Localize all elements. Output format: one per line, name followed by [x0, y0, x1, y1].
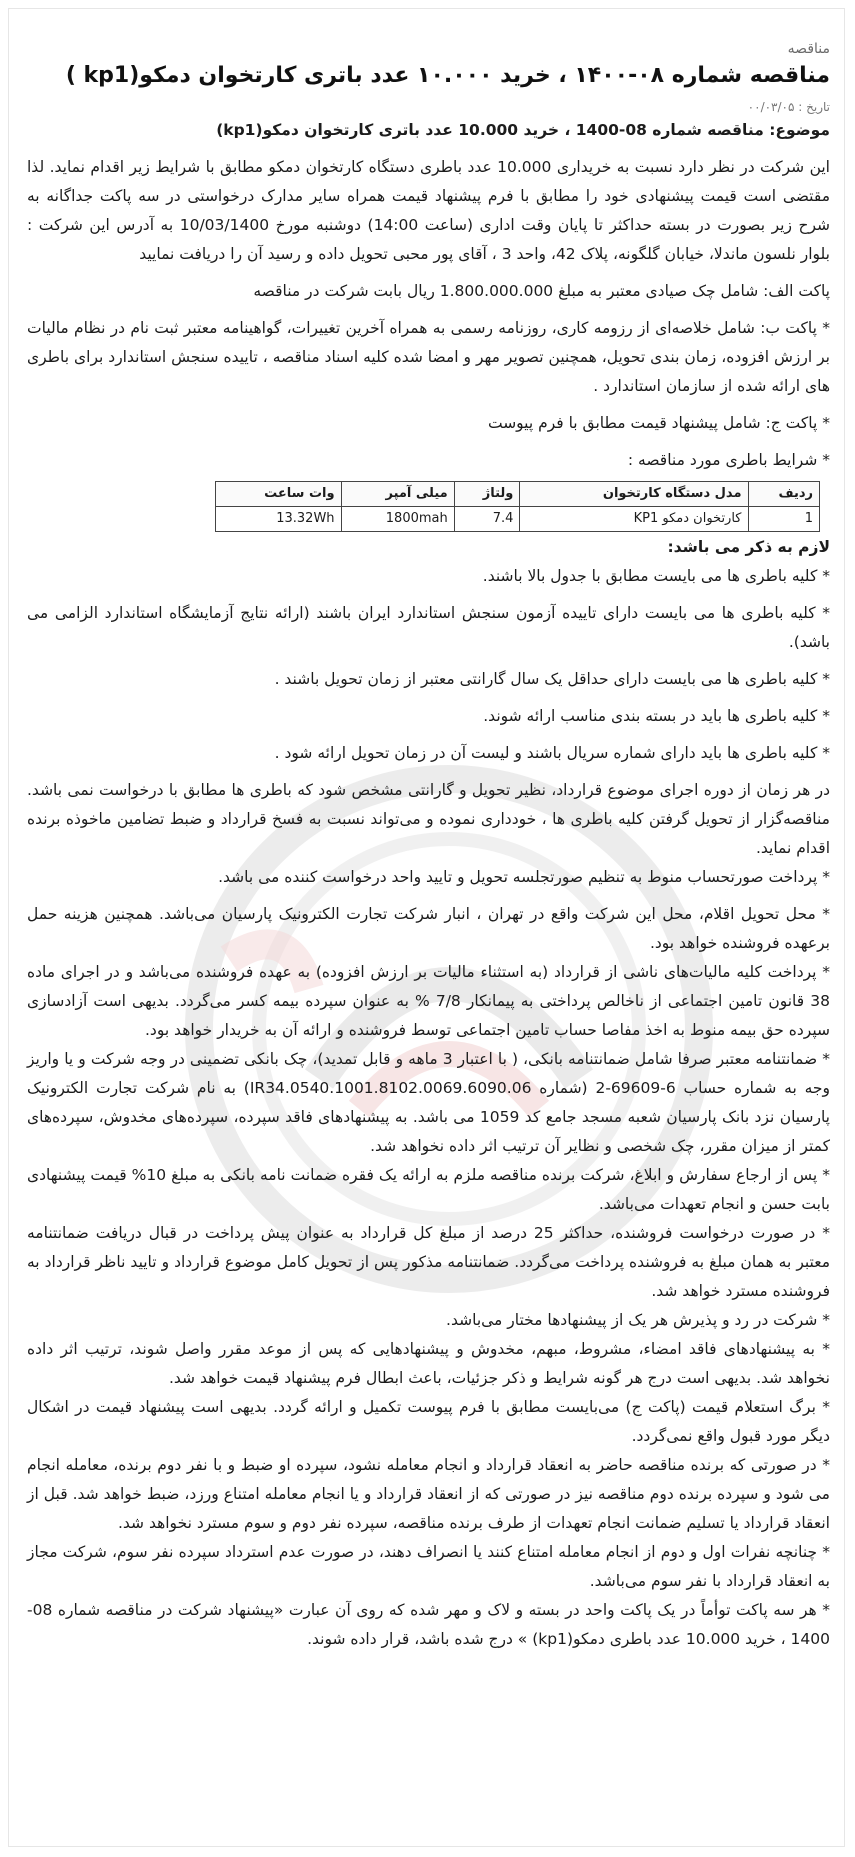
clause-item: در هر زمان از دوره اجرای موضوع قرارداد، نظیر تحویل و گارانتی مشخص شود که باطری ها مطابق با درخواست نمی باشد. مناقصه‌گزار از تحویل گرفتن کلیه باطری ها ، خودداری نموده و می‌تواند نسبت به فسخ قرارداد و ضبط تضامین ماخوذه برنده اقدام نماید. — [27, 780, 830, 857]
clause-item: * به پیشنهادهای فاقد امضاء، مشروط، مبهم، مخدوش و پیشنهادهایی که پس از موعد مقرر واصل شوند، ترتیب اثر داده نخواهد شد. بدیهی است درج هر گونه شرایط و ذکر جزئیات، باعث ابطال فرم پیشنهاد قیمت خواهد شد. — [27, 1339, 830, 1387]
page-title: مناقصه شماره ۰۸-۱۴۰۰ ، خرید ۱۰.۰۰۰ عدد باتری کارتخوان دمکو(kp1 ) — [65, 63, 830, 88]
table-cell: 1800mah — [341, 506, 454, 531]
page-frame — [8, 8, 845, 1847]
battery-spec-table — [215, 481, 820, 532]
table-cell: کارتخوان دمکو KP1 — [520, 506, 748, 531]
table-header-cell: میلی آمپر — [341, 481, 454, 506]
intro-paragraph: این شرکت در نظر دارد نسبت به خریداری 10.000 عدد باطری دستگاه کارتخوان دمکو مطابق با شرایط زیر اقدام نماید. لذا مقتضی است قیمت پیشنهادی خود را مطابق با فرم پیشنهاد قیمت همراه سایر مدارک درخواستی در سه پاکت جداگانه به شرح زیر بصورت در بسته حداکثر تا پایان وقت اداری (ساعت 14:00) دوشنبه مورخ 10/03/1400 به آدرس این شرکت : بلوار نلسون ماندلا، خیابان گلگونه، پلاک 42، واحد 3 ، آقای پور محبی تحویل داده و رسید آن را دریافت نمایید — [27, 157, 831, 263]
category-label[interactable]: مناقصه — [787, 41, 830, 57]
note-item: * کلیه باطری ها می بایست دارای تاییده آزمون سنجش استاندارد ایران باشند (ارائه نتایج آزمایشگاه استاندارد الزامی می باشد). — [27, 603, 830, 651]
battery-conditions-label: * شرایط باطری مورد مناقصه : — [627, 450, 830, 469]
note-item: * کلیه باطری ها می بایست دارای حداقل یک سال گارانتی معتبر از زمان تحویل باشند . — [274, 669, 830, 688]
table-row — [216, 506, 820, 531]
clause-item: * محل تحویل اقلام، محل این شرکت واقع در تهران ، انبار شرکت تجارت الکترونیک پارسیان می‌باشد. همچنین هزینه حمل برعهده فروشنده خواهد بود. — [27, 904, 830, 952]
note-item: * کلیه باطری ها باید دارای شماره سریال باشند و لیست آن در زمان تحویل ارائه شود . — [274, 743, 830, 762]
table-cell: 13.32Wh — [216, 506, 342, 531]
clause-item: * در صورتی که برنده مناقصه حاضر به انعقاد قرارداد و انجام معامله نشود، سپرده او ضبط و با نفر دوم برنده، معامله انجام می شود و سپرده برنده دوم مناقصه نیز در صورتی که از انعقاد قرارداد و یا انجام معامله امتناع ورزد، ضبط خواهد شد. قبل از انعقاد قرارداد یا تسلیم ضمانت انجام تعهدات از طرف برنده مناقصه، سپرده نفر دوم و سوم مسترد نخواهد شد. — [27, 1455, 830, 1532]
clause-item: * شرکت در رد و پذیرش هر یک از پیشنهادها مختار می‌باشد. — [446, 1310, 830, 1329]
clause-item: * در صورت درخواست فروشنده، حداکثر 25 درصد از مبلغ کل قرارداد به عنوان پیش پرداخت در قبال دریافت ضمانتنامه معتبر به همان مبلغ به فروشنده پرداخت می‌گردد. ضمانتنامه مذکور پس از تحویل کامل موضوع قرارداد و تایید ناظر قرارداد به فروشنده مسترد خواهد شد. — [27, 1223, 830, 1300]
clause-item: * ضمانتنامه معتبر صرفا شامل ضمانتنامه بانکی، ( با اعتبار 3 ماهه و قابل تمدید)، چک بانکی تضمینی در وجه شرکت و یا واریز وجه به شماره حساب 6-69609-2 (شماره IR34.0540.1001.8102.0069.6090.06) به نام شرکت تجارت الکترونیک پارسیان نزد بانک پارسیان شعبه مسجد جامع کد 1059 می باشد. به پیشنهادهای فاقد سپرده، سپرده‌های مخدوش، سپرده‌های کمتر از میزان مقرر، چک شخصی و نظایر آن ترتیب اثر داده نخواهد شد. — [27, 1049, 830, 1155]
note-item: * کلیه باطری ها می بایست مطابق با جدول بالا باشند. — [482, 566, 830, 585]
clause-item: * هر سه پاکت توأماً در یک پاکت واحد در بسته و لاک و مهر شده که روی آن عبارت «پیشنهاد شرکت در مناقصه شماره 08-1400 ، خرید 10.000 عدد باطری دمکو(kp1) » درج شده باشد، قرار داده شوند. — [27, 1600, 830, 1648]
table-cell: 1 — [748, 506, 820, 531]
packet-b: * پاکت ب: شامل خلاصه‌ای از رزومه کاری، روزنامه رسمی به همراه آخرین تغییرات، گواهینامه معتبر ثبت نام در نظام مالیات بر ارزش افزوده، زمان بندی تحویل، همچنین تصویر مهر و امضا شده کلیه اسناد مناقصه ، تاییده سنجش استاندارد برای باطری های ارائه شده از سازمان استاندارد . — [27, 318, 830, 395]
table-cell: 7.4 — [454, 506, 520, 531]
date-value: ۰۰/۰۳/۰۵ — [747, 99, 795, 114]
subject-line: موضوع: مناقصه شماره 08-1400 ، خرید 10.000 عدد باتری کارتخوان دمکو(kp1) — [216, 120, 830, 139]
article-content — [9, 9, 844, 1654]
table-header-cell: وات ساعت — [216, 481, 342, 506]
table-header-cell: ولتاژ — [454, 481, 520, 506]
packet-a: پاکت الف: شامل چک صیادی معتبر به مبلغ 1.800.000.000 ریال بابت شرکت در مناقصه — [253, 281, 830, 300]
packet-c: * پاکت ج: شامل پیشنهاد قیمت مطابق با فرم پیوست — [487, 413, 830, 432]
clause-item: * پرداخت صورتحساب منوط به تنظیم صورتجلسه تحویل و تایید واحد درخواست کننده می باشد. — [218, 867, 830, 886]
clause-item: * چنانچه نفرات اول و دوم از انجام معامله امتناع کنند یا انصراف دهند، در صورت عدم استرداد سپرده نفر سوم، شرکت مجاز به انعقاد قرارداد با نفر سوم می‌باشد. — [27, 1542, 830, 1590]
note-item: * کلیه باطری ها باید در بسته بندی مناسب ارائه شوند. — [483, 706, 830, 725]
clause-item: * پس از ارجاع سفارش و ابلاغ، شرکت برنده مناقصه ملزم به ارائه یک فقره ضمانت نامه بانکی به مبلغ 10% قیمت پیشنهادی بابت حسن و انجام تعهدات می‌باشد. — [27, 1165, 831, 1213]
table-header-cell: ردیف — [748, 481, 820, 506]
clause-item: * پرداخت کلیه مالیات‌های ناشی از قرارداد (به استثناء مالیات بر ارزش افزوده) به عهده فروشنده می‌باشد و در اجرای ماده 38 قانون تامین اجتماعی از ناخالص پرداختی به پیمانکار 7/8 % به عنوان سپرده بیمه کسر می‌گردد. بدیهی است آزادسازی سپرده حق بیمه منوط به اخذ مفاصا حساب تامین اجتماعی توسط فروشنده و ارائه آن به خریدار خواهد بود. — [27, 962, 830, 1039]
clause-item: * برگ استعلام قیمت (پاکت ج) می‌بایست مطابق با فرم پیوست تکمیل و ارائه گردد. بدیهی است پیشنهاد قیمت در اشکال دیگر مورد قبول واقع نمی‌گردد. — [27, 1397, 830, 1445]
date-label: تاریخ : — [798, 99, 830, 114]
date-row — [27, 100, 830, 114]
table-header-cell: مدل دستگاه کارتخوان — [520, 481, 748, 506]
notes-heading: لازم به ذکر می باشد: — [667, 537, 830, 556]
table-header-row — [216, 481, 820, 506]
